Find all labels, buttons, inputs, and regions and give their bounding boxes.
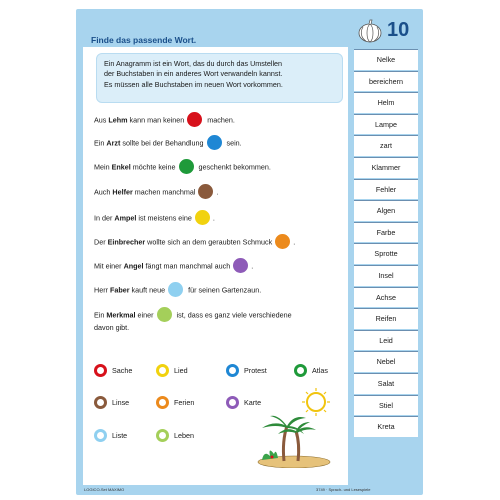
instruction-line: der Buchstaben in ein anderes Wort verwandeln kannst. (104, 69, 283, 79)
sentence-text: Aus (94, 115, 109, 125)
answer-label: Lied (174, 366, 188, 375)
color-dot (195, 210, 210, 225)
sentence-text: für seinen Gartenzaun. (186, 285, 262, 295)
word-cell: Nebel (354, 351, 418, 372)
answer-option (94, 429, 127, 442)
sentence-text: Ein (94, 310, 107, 320)
color-dot (168, 282, 183, 297)
color-dot (233, 258, 248, 273)
answer-option (94, 396, 129, 409)
color-ring-icon (156, 396, 169, 409)
answer-option (294, 364, 328, 377)
sentence-text: möchte keine (130, 162, 176, 172)
answer-label: Atlas (312, 366, 328, 375)
sentence-text: Herr (94, 285, 110, 295)
answer-option (226, 364, 267, 377)
pumpkin-icon (357, 18, 383, 44)
sentence-row (94, 211, 215, 226)
word-cell: Klammer (354, 157, 418, 178)
word-cell: Farbe (354, 222, 418, 243)
color-dot (275, 234, 290, 249)
anagram-word: Ampel (114, 213, 137, 223)
color-dot (187, 112, 202, 127)
color-dot (179, 159, 194, 174)
sentence-text: ist, dass es ganz viele verschiedene (174, 310, 292, 320)
sentence-text: . (216, 187, 219, 197)
sentence-text: sein. (224, 138, 242, 148)
page-number: 10 (387, 19, 410, 41)
answer-label: Sache (112, 366, 133, 375)
sentence-row (94, 308, 292, 333)
anagram-word: Merkmal (106, 310, 136, 320)
palm-island-illustration (254, 386, 334, 468)
color-ring-icon (94, 396, 107, 409)
color-ring-icon (156, 364, 169, 377)
anagram-word: Helfer (112, 187, 133, 197)
word-cell: Helm (354, 92, 418, 113)
sentence-text: Auch (94, 187, 113, 197)
sentence-text: sollte bei der Behandlung (120, 138, 204, 148)
anagram-word: Angel (123, 261, 144, 271)
anagram-word: Faber (109, 285, 130, 295)
instruction-line: Ein Anagramm ist ein Wort, das du durch das Umstellen (104, 59, 283, 68)
word-cell: Leid (354, 330, 418, 351)
word-cell: Stiel (354, 395, 418, 416)
word-cell: Lampe (354, 114, 418, 135)
color-ring-icon (94, 429, 107, 442)
footer-series: 3749 · Sprach- und Lesespiele (316, 487, 371, 492)
sentence-text: ist meistens eine (136, 213, 192, 223)
answer-option (156, 364, 188, 377)
color-ring-icon (156, 429, 169, 442)
footer-brand: LOGICO-Set MAXIMO (84, 487, 125, 492)
answer-label: Protest (244, 366, 267, 375)
sentence-row (94, 185, 218, 200)
sentence-text: davon gibt. (94, 323, 130, 332)
word-cell: zart (354, 135, 418, 156)
sentence-text: geschenkt bekommen. (196, 162, 271, 172)
anagram-word: Arzt (106, 138, 121, 148)
answer-label: Linse (112, 398, 130, 407)
anagram-word: Lehm (108, 115, 128, 125)
answer-label: Liste (112, 431, 128, 440)
answer-label: Karte (244, 398, 262, 407)
sentence-text: kauft neue (129, 285, 166, 295)
sentence-text: Der (94, 237, 108, 247)
sentence-text: machen. (205, 115, 235, 125)
answer-option (156, 396, 194, 409)
anagram-word: Einbrecher (107, 237, 146, 247)
word-cell: Salat (354, 373, 418, 394)
sentence-text: . (293, 237, 296, 247)
sentence-text: kann man keinen (127, 115, 185, 125)
word-cell: bereichern (354, 71, 418, 92)
sentence-text: Ein (94, 138, 107, 148)
sentence-text: wollte sich an dem geraubten Schmuck (145, 237, 273, 247)
answer-label: Ferien (174, 398, 195, 407)
sentence-row (94, 113, 235, 128)
sentence-row (94, 235, 295, 250)
word-cell: Reifen (354, 308, 418, 329)
sentence-row (94, 259, 253, 274)
sentence-text: In der (94, 213, 115, 223)
sentence-text: . (212, 213, 215, 223)
page-title: Finde das passende Wort. (91, 35, 197, 45)
word-cell: Nelke (354, 49, 418, 70)
word-cell: Achse (354, 287, 418, 308)
word-column (354, 49, 418, 438)
color-ring-icon (226, 364, 239, 377)
sentence-row (94, 160, 271, 175)
instruction-box (96, 53, 343, 103)
color-dot (157, 307, 172, 322)
answer-label: Leben (174, 431, 194, 440)
sentence-text: machen manchmal (132, 187, 196, 197)
word-cell: Insel (354, 265, 418, 286)
word-cell: Algen (354, 200, 418, 221)
color-dot (198, 184, 213, 199)
word-cell: Fehler (354, 179, 418, 200)
color-ring-icon (226, 396, 239, 409)
color-ring-icon (94, 364, 107, 377)
sentence-text: einer (135, 310, 154, 320)
sentence-text: Mein (94, 162, 112, 172)
color-ring-icon (294, 364, 307, 377)
worksheet-card (76, 9, 423, 495)
answer-option (94, 364, 132, 377)
answer-option (156, 429, 194, 442)
word-cell: Sprotte (354, 243, 418, 264)
sentence-row (94, 283, 261, 298)
word-cell: Kreta (354, 416, 418, 437)
sentence-text: . (251, 261, 254, 271)
sentence-text: fängt man manchmal auch (143, 261, 231, 271)
color-dot (207, 135, 222, 150)
sentence-row (94, 136, 242, 151)
anagram-word: Enkel (111, 162, 131, 172)
instruction-line: Es müssen alle Buchstaben im neuen Wort vorkommen. (104, 79, 283, 89)
sentence-text: Mit einer (94, 261, 124, 271)
